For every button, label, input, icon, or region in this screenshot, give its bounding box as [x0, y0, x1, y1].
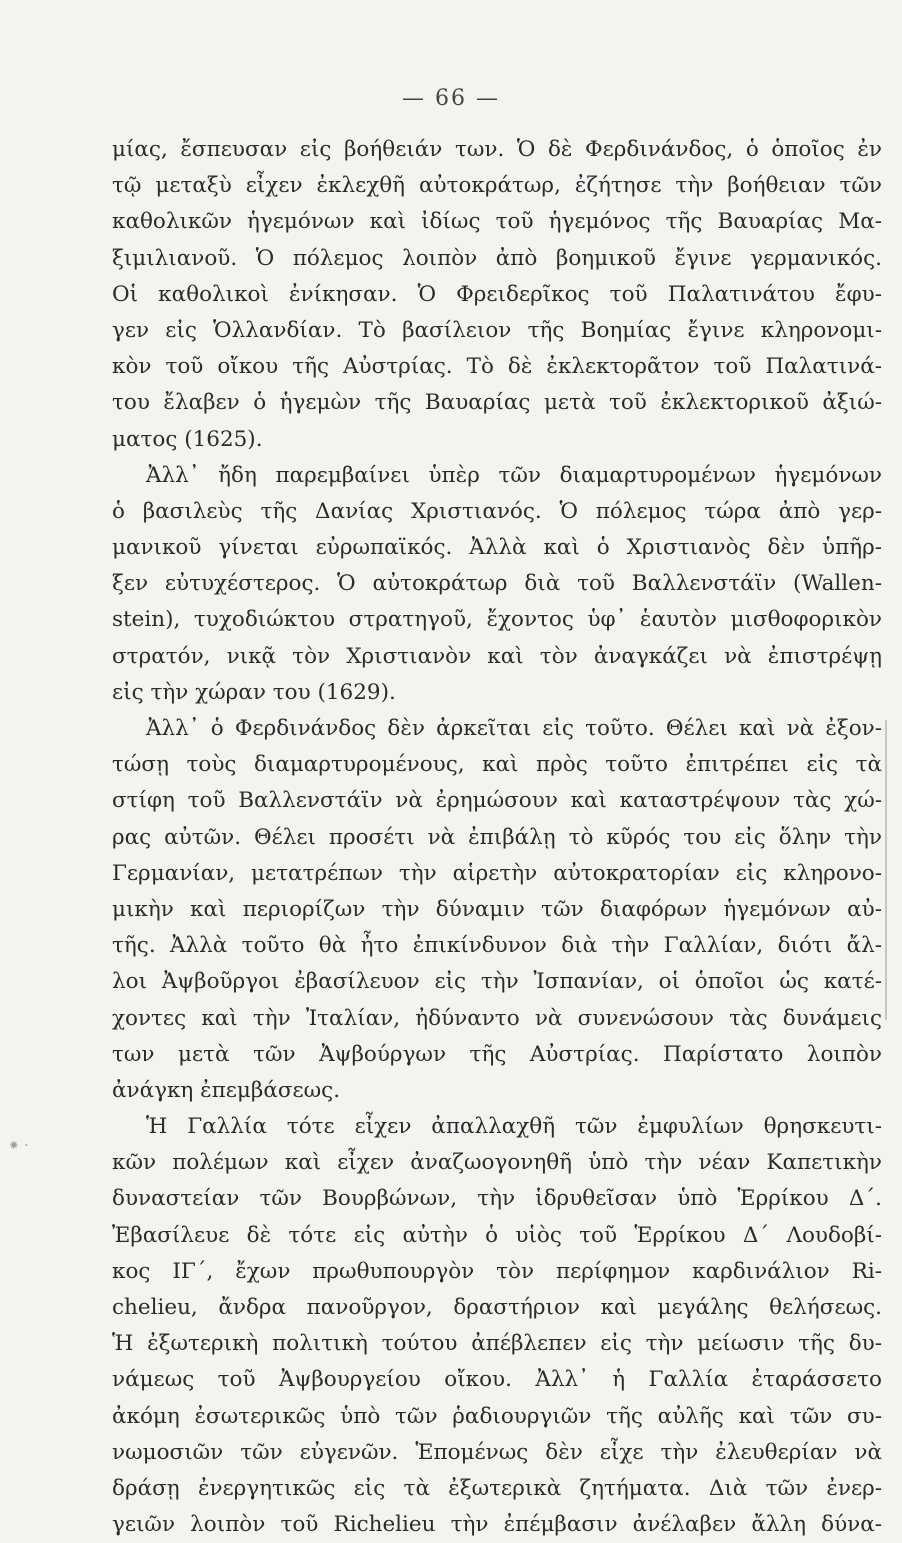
text-line: stein), τυχοδιώκτου στρατηγοῦ, ἔχοντος ὑφ᾿ ἑαυτὸν μισθοφορικὸν	[112, 607, 882, 633]
text-line: δράσῃ ἐνεργητικῶς εἰς τὰ ἐξωτερικὰ ζητήματα. Διὰ τῶν ἐνερ-	[112, 1475, 882, 1501]
text-line: Ἐβασίλευε δὲ τότε εἰς αὐτὴν ὁ υἱὸς τοῦ Ἑρρίκου Δ΄ Λουδοβί-	[112, 1222, 882, 1248]
text-line: μίας, ἔσπευσαν εἰς βοήθειάν των. Ὁ δὲ Φερδινάνδος, ὁ ὁποῖος ἐν	[112, 137, 882, 162]
text-line: στρατόν, νικᾷ τὸν Χριστιανὸν καὶ τὸν ἀναγκάζει νὰ ἐπιστρέψῃ	[112, 643, 882, 669]
text-line: ἀνάγκη ἐπεμβάσεως.	[112, 1077, 341, 1103]
text-line: καθολικῶν ἡγεμόνων καὶ ἰδίως τοῦ ἡγεμόνος τῆς Βαυαρίας Μα-	[112, 209, 882, 235]
margin-speck: ⁕ ·	[8, 1138, 29, 1154]
text-line: chelieu, ἄνδρα πανοῦργον, δραστήριον καὶ μεγάλης θελήσεως.	[112, 1295, 882, 1320]
text-line: ἀκόμη ἐσωτερικῶς ὑπὸ τῶν ῥαδιουργιῶν τῆς αὐλῆς καὶ τῶν συ-	[112, 1403, 882, 1429]
text-line: ξεν εὐτυχέστερος. Ὁ αὐτοκράτωρ διὰ τοῦ Βαλλενστάϊν (Wallen-	[112, 571, 882, 597]
text-line: στίφη τοῦ Βαλλενστάϊν νὰ ἐρημώσουν καὶ καταστρέψουν τὰς χώ-	[112, 788, 882, 814]
text-line: μικὴν καὶ περιορίζων τὴν δύναμιν τῶν διαφόρων ἡγεμόνων αὐ-	[112, 896, 882, 922]
text-line: Οἱ καθολικοὶ ἐνίκησαν. Ὁ Φρειδερῖκος τοῦ Παλατινάτου ἔφυ-	[112, 281, 882, 307]
text-line: λοι Ἀψβοῦργοι ἐβασίλευον εἰς τὴν Ἰσπανίαν, οἱ ὁποῖοι ὡς κατέ-	[112, 969, 882, 995]
text-line: τῷ μεταξὺ εἶχεν ἐκλεχθῆ αὐτοκράτωρ, ἐζήτησε τὴν βοήθειαν τῶν	[112, 173, 882, 199]
paragraph-start: Ἡ Γαλλία τότε εἶχεν ἀπαλλαχθῆ τῶν ἐμφυλίων θρησκευτι-	[146, 1114, 882, 1140]
paragraph-start: Ἀλλ᾿ ὁ Φερδινάνδος δὲν ἀρκεῖται εἰς τοῦτο. Θέλει καὶ νὰ ἐξον-	[146, 716, 882, 741]
text-line: ρας αὐτῶν. Θέλει προσέτι νὰ ἐπιβάλῃ τὸ κῦρός του εἰς ὅλην τὴν	[112, 824, 882, 850]
text-line: μανικοῦ γίνεται εὐρωπαϊκός. Ἀλλὰ καὶ ὁ Χριστιανὸς δὲν ὑπῆρ-	[112, 535, 882, 561]
text-line: τῆς. Ἀλλὰ τοῦτο θὰ ἦτο ἐπικίνδυνον διὰ τὴν Γαλλίαν, διότι ἄλ-	[112, 933, 882, 959]
text-line: ὁ βασιλεὺς τῆς Δανίας Χριστιανός. Ὁ πόλεμος τώρα ἀπὸ γερ-	[112, 498, 882, 524]
text-line: κος ΙΓ΄, ἔχων πρωθυπουργὸν τὸν περίφημον καρδινάλιον Ri-	[112, 1258, 882, 1284]
text-line: κὸν τοῦ οἴκου τῆς Αὐστρίας. Τὸ δὲ ἐκλεκτορᾶτον τοῦ Παλατινά-	[112, 354, 882, 380]
text-line: Γερμανίαν, μετατρέπων τὴν αἱρετὴν αὐτοκρατορίαν εἰς κληρονο-	[112, 860, 882, 886]
paragraph-start: Ἀλλ᾿ ἤδη παρεμβαίνει ὑπὲρ τῶν διαμαρτυρομένων ἡγεμόνων	[146, 462, 882, 488]
text-line: του ἔλαβεν ὁ ἡγεμὼν τῆς Βαυαρίας μετὰ τοῦ ἐκλεκτορικοῦ ἀξιώ-	[112, 390, 882, 416]
text-line: ξιμιλιανοῦ. Ὁ πόλεμος λοιπὸν ἀπὸ βοημικοῦ ἔγινε γερμανικός.	[112, 245, 882, 271]
text-line: Ἡ ἐξωτερικὴ πολιτικὴ τούτου ἀπέβλεπεν εἰς τὴν μείωσιν τῆς δυ-	[112, 1331, 882, 1357]
page-number: — 66 —	[402, 86, 500, 111]
text-line: κῶν πολέμων καὶ εἶχεν ἀναζωογονηθῆ ὑπὸ τὴν νέαν Καπετικὴν	[112, 1150, 882, 1176]
text-line: εἰς τὴν χώραν του (1629).	[112, 679, 396, 705]
text-line: χοντες καὶ τὴν Ἰταλίαν, ἠδύναντο νὰ συνενώσουν τὰς δυνάμεις	[112, 1005, 882, 1031]
text-line: γεν εἰς Ὁλλανδίαν. Τὸ βασίλειον τῆς Βοημίας ἔγινε κληρονομι-	[112, 317, 882, 343]
text-line: νωμοσιῶν τῶν εὐγενῶν. Ἑπομένως δὲν εἶχε τὴν ἐλευθερίαν νὰ	[112, 1439, 882, 1465]
text-line: δυναστείαν τῶν Βουρβώνων, τὴν ἱδρυθεῖσαν ὑπὸ Ἑρρίκου Δ΄.	[112, 1186, 882, 1212]
text-line: γειῶν λοιπὸν τοῦ Richelieu τὴν ἐπέμβασιν ἀνέλαβεν ἄλλη δύνα-	[112, 1512, 882, 1538]
page-edge-shadow	[885, 720, 887, 1020]
text-line: ματος (1625).	[112, 426, 263, 452]
text-line: τώσῃ τοὺς διαμαρτυρομένους, καὶ πρὸς τοῦτο ἐπιτρέπει εἰς τὰ	[112, 752, 882, 778]
text-line: των μετὰ τῶν Ἀψβούργων τῆς Αὐστρίας. Παρίστατο λοιπὸν	[112, 1041, 882, 1067]
text-line: νάμεως τοῦ Ἀψβουργείου οἴκου. Ἀλλ᾿ ἡ Γαλλία ἐταράσσετο	[112, 1367, 882, 1393]
body-text	[112, 132, 882, 1543]
